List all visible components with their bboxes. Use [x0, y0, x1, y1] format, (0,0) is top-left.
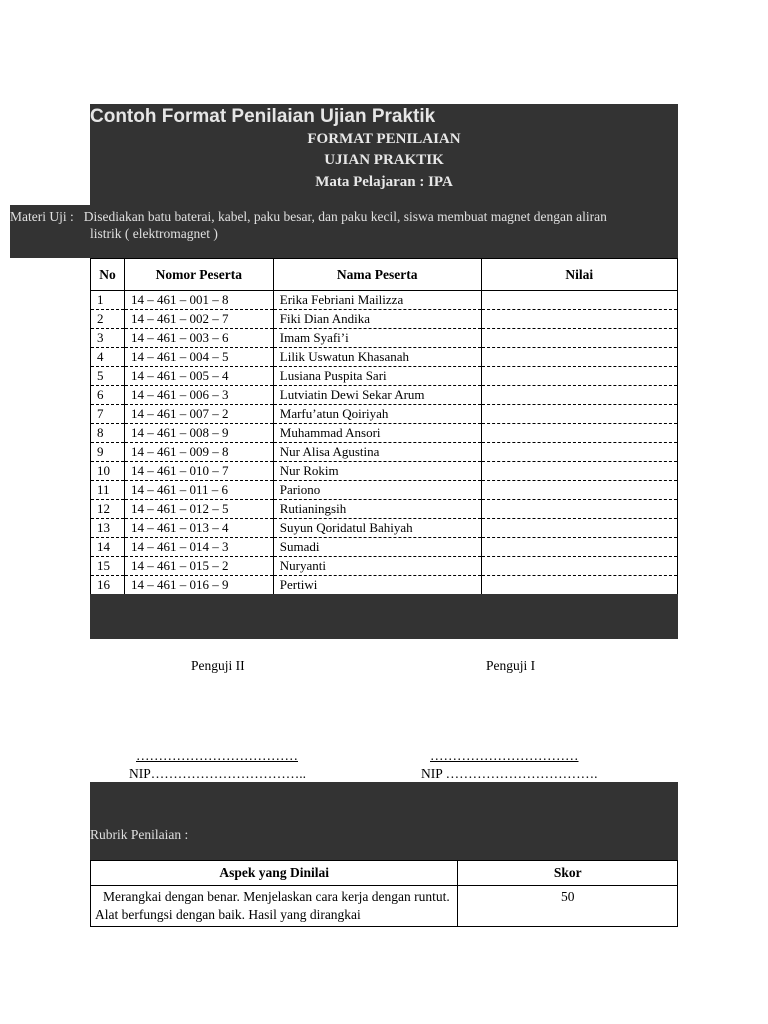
- cell-no: 10: [91, 462, 125, 481]
- cell-nilai[interactable]: [481, 519, 677, 538]
- col-header-nilai: Nilai: [481, 259, 677, 291]
- table-row: [91, 481, 678, 500]
- penguji-2-label: Penguji II: [191, 658, 245, 673]
- table-header-row: [91, 259, 678, 291]
- cell-no: 3: [91, 329, 125, 348]
- table-row: [91, 576, 678, 595]
- cell-nama-peserta: Nuryanti: [273, 557, 481, 576]
- cell-no: 6: [91, 386, 125, 405]
- col-header-skor: Skor: [458, 861, 678, 886]
- table-row: [91, 462, 678, 481]
- materi-label: Materi Uji :: [10, 209, 74, 224]
- table-row: [91, 386, 678, 405]
- cell-no: 9: [91, 443, 125, 462]
- cell-nomor-peserta: 14 – 461 – 014 – 3: [124, 538, 273, 557]
- cell-no: 1: [91, 291, 125, 310]
- table-row: [91, 367, 678, 386]
- cell-nilai[interactable]: [481, 329, 677, 348]
- cell-nama-peserta: Lilik Uswatun Khasanah: [273, 348, 481, 367]
- cell-nama-peserta: Imam Syafi’i: [273, 329, 481, 348]
- cell-nama-peserta: Pariono: [273, 481, 481, 500]
- cell-nilai[interactable]: [481, 348, 677, 367]
- cell-no: 8: [91, 424, 125, 443]
- cell-nama-peserta: Marfu’atun Qoiriyah: [273, 405, 481, 424]
- cell-nilai[interactable]: [481, 481, 677, 500]
- cell-no: 13: [91, 519, 125, 538]
- cell-nomor-peserta: 14 – 461 – 013 – 4: [124, 519, 273, 538]
- table-row: [91, 310, 678, 329]
- col-header-aspek: Aspek yang Dinilai: [91, 861, 458, 886]
- cell-no: 15: [91, 557, 125, 576]
- cell-nama-peserta: Sumadi: [273, 538, 481, 557]
- materi-block: [10, 205, 678, 258]
- cell-nama-peserta: Lusiana Puspita Sari: [273, 367, 481, 386]
- cell-nomor-peserta: 14 – 461 – 004 – 5: [124, 348, 273, 367]
- cell-nilai[interactable]: [481, 310, 677, 329]
- dark-band: [90, 594, 678, 639]
- nip-right: NIP …………………………….: [421, 766, 598, 781]
- cell-nilai[interactable]: [481, 291, 677, 310]
- cell-nomor-peserta: 14 – 461 – 007 – 2: [124, 405, 273, 424]
- table-row: [91, 405, 678, 424]
- cell-nama-peserta: Suyun Qoridatul Bahiyah: [273, 519, 481, 538]
- cell-no: 4: [91, 348, 125, 367]
- cell-nomor-peserta: 14 – 461 – 001 – 8: [124, 291, 273, 310]
- materi-description-cont: listrik ( elektromagnet ): [90, 226, 218, 241]
- materi-description: Disediakan batu baterai, kabel, paku besar, dan paku kecil, siswa membuat magnet dengan aliran: [83, 209, 607, 224]
- table-row: [91, 291, 678, 310]
- cell-nilai[interactable]: [481, 386, 677, 405]
- table-row: [91, 519, 678, 538]
- table-row: [91, 557, 678, 576]
- penguji-1-label: Penguji I: [486, 658, 536, 673]
- cell-no: 14: [91, 538, 125, 557]
- signature-line-right: ……………………………: [430, 748, 579, 763]
- cell-no: 12: [91, 500, 125, 519]
- table-row: [91, 424, 678, 443]
- rubric-header-row: [91, 861, 678, 886]
- cell-nomor-peserta: 14 – 461 – 002 – 7: [124, 310, 273, 329]
- rubric-skor-value: 50: [458, 886, 678, 927]
- subject-title: Mata Pelajaran : IPA: [315, 174, 453, 190]
- page-title: Contoh Format Penilaian Ujian Praktik: [90, 106, 436, 127]
- cell-nama-peserta: Fiki Dian Andika: [273, 310, 481, 329]
- cell-no: 7: [91, 405, 125, 424]
- cell-nomor-peserta: 14 – 461 – 009 – 8: [124, 443, 273, 462]
- cell-nilai[interactable]: [481, 462, 677, 481]
- cell-nomor-peserta: 14 – 461 – 015 – 2: [124, 557, 273, 576]
- rubric-aspek-text: Merangkai dengan benar. Menjelaskan cara kerja dengan runtut. Alat berfungsi dengan baik. Hasil yang dirangkai: [91, 886, 458, 927]
- cell-nama-peserta: Erika Febriani Mailizza: [273, 291, 481, 310]
- cell-nilai[interactable]: [481, 367, 677, 386]
- cell-no: 2: [91, 310, 125, 329]
- exam-title: UJIAN PRAKTIK: [324, 152, 444, 168]
- cell-nilai[interactable]: [481, 557, 677, 576]
- cell-nilai[interactable]: [481, 538, 677, 557]
- cell-nama-peserta: Nur Alisa Agustina: [273, 443, 481, 462]
- cell-nomor-peserta: 14 – 461 – 005 – 4: [124, 367, 273, 386]
- cell-nama-peserta: Muhammad Ansori: [273, 424, 481, 443]
- materi-text: [10, 207, 678, 226]
- cell-nomor-peserta: 14 – 461 – 012 – 5: [124, 500, 273, 519]
- rubrik-label: Rubrik Penilaian :: [90, 827, 189, 842]
- cell-nilai[interactable]: [481, 424, 677, 443]
- cell-nama-peserta: Lutviatin Dewi Sekar Arum: [273, 386, 481, 405]
- col-header-no: No: [91, 259, 125, 291]
- cell-nomor-peserta: 14 – 461 – 016 – 9: [124, 576, 273, 595]
- table-row: [91, 500, 678, 519]
- signature-line-left: ………………………………: [136, 748, 298, 763]
- cell-nama-peserta: Nur Rokim: [273, 462, 481, 481]
- cell-nilai[interactable]: [481, 405, 677, 424]
- rubric-row: [91, 886, 678, 927]
- cell-nilai[interactable]: [481, 443, 677, 462]
- table-row: [91, 348, 678, 367]
- cell-nomor-peserta: 14 – 461 – 003 – 6: [124, 329, 273, 348]
- cell-no: 11: [91, 481, 125, 500]
- table-row: [91, 538, 678, 557]
- table-row: [91, 443, 678, 462]
- cell-no: 16: [91, 576, 125, 595]
- rubrik-block: [90, 782, 678, 860]
- cell-nomor-peserta: 14 – 461 – 008 – 9: [124, 424, 273, 443]
- table-row: [91, 329, 678, 348]
- cell-nomor-peserta: 14 – 461 – 011 – 6: [124, 481, 273, 500]
- rubric-table: [90, 860, 678, 927]
- cell-nama-peserta: Pertiwi: [273, 576, 481, 595]
- cell-nomor-peserta: 14 – 461 – 010 – 7: [124, 462, 273, 481]
- cell-nilai[interactable]: [481, 500, 677, 519]
- cell-no: 5: [91, 367, 125, 386]
- format-title: FORMAT PENILAIAN: [307, 131, 461, 147]
- nip-left: NIP……………………………..: [129, 766, 307, 781]
- cell-nomor-peserta: 14 – 461 – 006 – 3: [124, 386, 273, 405]
- cell-nama-peserta: Rutianingsih: [273, 500, 481, 519]
- score-table: [90, 258, 678, 595]
- col-header-nama: Nama Peserta: [273, 259, 481, 291]
- col-header-nomor: Nomor Peserta: [124, 259, 273, 291]
- cell-nilai[interactable]: [481, 576, 677, 595]
